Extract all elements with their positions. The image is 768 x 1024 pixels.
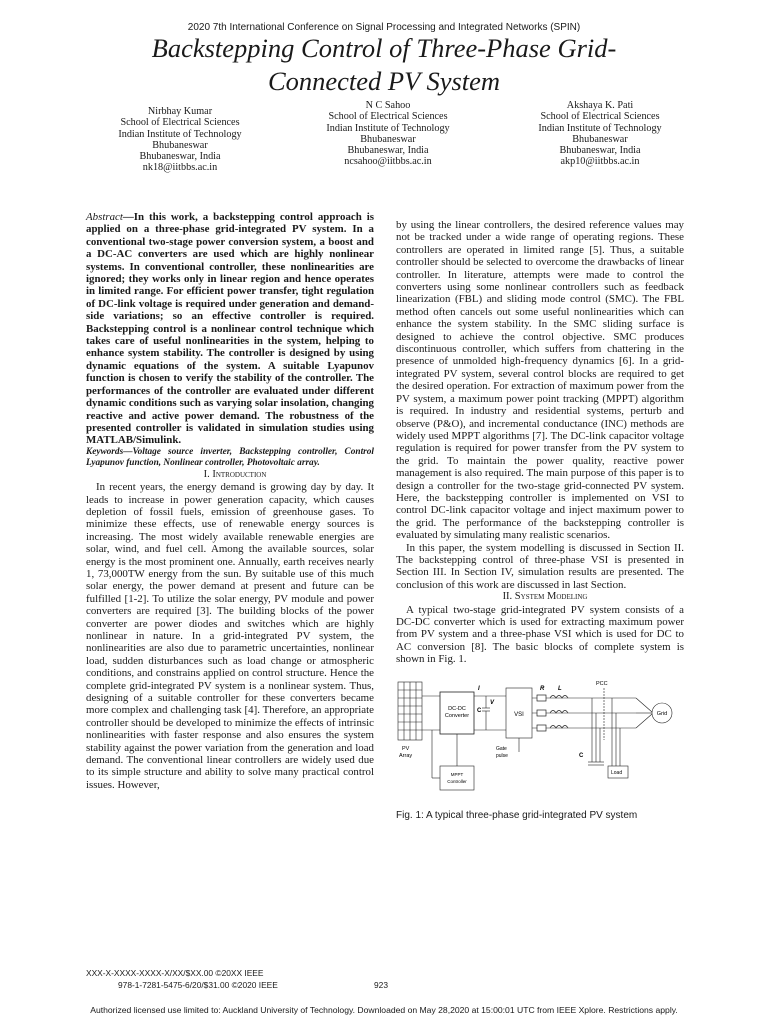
fig-mppt-label-2: Controller (447, 778, 467, 784)
author-1-city: Bhubaneswar (152, 139, 208, 151)
fig-mppt-label-1: MPPT (450, 771, 464, 777)
fig-c-label: C (477, 707, 482, 714)
author-3-inst: Indian Institute of Technology (538, 122, 662, 134)
author-3-city: Bhubaneswar (572, 133, 628, 145)
right-paragraph-1: by using the linear controllers, the desired reference values may not be tracked under a wide range of operating regions. These controllers are operated in limited range [5]. Thus, a suitable controller should be selected to overcome the drawbacks of linear controller. In literature, attempts were made to control the converters using some nonlinear controllers such as feedback linearization (FBL) and sliding mode control (SMC). The FBL method often cancels out some useful nonlinearities which can enhance the system stability. In the SMC sliding surface is designed to achieve the control objective. SMC produces discontinuous controller, which suffers from chattering in the presence of unmolded high-frequency dynamics [6]. In a grid-integrated PV system, several control blocks are required to get the desired operation. For extraction of maximum power from the PV system, a maximum power point tracking (MPPT) algorithm is required. In industry and residential systems, perturb and observe (P&O), and incremental conductance (INC) methods are widely used MPPT algorithms [7]. The DC-link capacitor voltage regulation is required for power transfer from the PV system to the grid. To maintain the power quality, reactive power management is also required. The main purpose of this paper is to design a controller for the two-stage grid-connected PV system. Here, the backstepping controller is implemented on VSI to control DC-link capacitor voltage and inject maximum power to the grid. The performance of the backstepping controller is evaluated by simulating many realistic scenarios. (396, 219, 684, 542)
introduction-paragraph: In recent years, the energy demand is growing day by day. It leads to increase in power generation capacity, which causes depletion of fossil fuels, emission of greenhouse gases. To minimize these effects, use of renewable energy sources is increasing. The most widely available renewable energies are solar, wind, and fuel cell. Among the available sources, solar energy is the most prominent one. Annually, earth receives nearly 1, 73,000TW energy from the sun. By suitable use of this much solar energy, the power demand at present and future can be fulfilled [1-2]. To utilize the solar energy, PV module and power converters are required [3]. The building blocks of the power converter are power diodes and switches which are highly nonlinear in nature. In a grid-integrated PV system, the nonlinearities are also due to parametric uncertainties, nonlinear load, sudden disturbances such as load change or atmospheric conditions, and constrains applied on control structure. Hence the complete grid-integrated PV system is a nonlinear system. Thus, designing of a suitable controller for these converters became more complex and challenging task [4]. Therefore, an appropriate controller should be developed to minimize the effects of intrinsic nonlinearities with faster response and also ensures the system stability against the power variation from the generation and load demand. The conventional linear controllers are widely used due to its simple structure and ability to solve many practical control issues. However, (86, 481, 374, 791)
fig-r-label: R (540, 685, 545, 692)
section-heading-system-modeling: II. System Modeling (502, 591, 588, 603)
title-line-1: Backstepping Control of Three-Phase Grid- (151, 33, 617, 63)
abstract-text: —In this work, a backstepping control approach is applied on a three-phase grid-integrated PV system. In a conventional two-stage power conversion system, a boost and a DC-AC converters are used which are highly nonlinear systems. In conventional controller, these nonlinearities are ignored; they works only in linear region and hence operates in limited range. For efficient power transfer, tight regulation of DC-link voltage is required under generation and demand-side variations; so an effective controller is required. Backstepping control is a nonlinear control technique which takes care of useful nonlinearities in the system, helping to enhance system stability. The controller is designed by using dynamic equations of the system. A suitable Lyapunov function is chosen to verify the stability of the controller. The performances of the controller are evaluated under different dynamic conditions such as varying solar insolation, changing reactive and active power demand. The robustness of the presented controller is validated in simulation studies using MATLAB/Simulink. (86, 211, 374, 447)
system-modeling-paragraph: A typical two-stage grid-integrated PV system consists of a DC-DC converter which is used for extracting maximum power from PV system and a three-phase VSI which is used for DC to AC conversion [8]. The basic blocks of complete system is shown in Fig. 1. (396, 603, 684, 666)
fig-l-label: L (558, 685, 562, 692)
page-number: 923 (374, 980, 388, 990)
fig-load-label: Load (611, 769, 623, 776)
author-3-dept: School of Electrical Sciences (540, 111, 660, 123)
inductor-icons (550, 695, 568, 728)
fig-gate-label-1: Gate (496, 745, 507, 752)
title-line-2: Connected PV System (267, 66, 501, 96)
fig-pv-label-2: Array (399, 752, 413, 759)
figure-1-diagram (396, 674, 684, 799)
author-1-name: Nirbhay Kumar (147, 106, 213, 117)
author-1-inst: Indian Institute of Technology (118, 128, 242, 140)
author-2-dept: School of Electrical Sciences (328, 111, 448, 123)
right-paragraph-2: In this paper, the system modelling is discussed in Section II. The backstepping control of three-phase VSI is presented in Section III. In Section IV, simulation results are presented. The conclusion of this work are discussed in last Section. (396, 541, 684, 591)
author-3 (500, 100, 700, 168)
author-2-inst: Indian Institute of Technology (326, 122, 450, 134)
footer-copyright-placeholder: XXX-X-XXXX-XXXX-X/XX/$XX.00 ©20XX IEEE (86, 968, 264, 978)
footer-copyright: 978-1-7281-5475-6/20/$31.00 ©2020 IEEE (118, 980, 278, 990)
author-2-country: Bhubaneswar, India (347, 145, 429, 157)
author-2-city: Bhubaneswar (360, 133, 416, 145)
keywords: Keywords—Voltage source inverter, Backstepping controller, Control Lyapunov function, Nonlinear controller, Photovoltaic array. (86, 446, 374, 468)
authorized-use-note: Authorized licensed use limited to: Auckland University of Technology. Downloaded on May 28,2020 at 15:00:01 UTC from IEEE Xplore. Restrictions apply. (90, 1005, 678, 1015)
author-1-email: nk18@iitbbs.ac.in (142, 162, 218, 174)
fig-gate-label-2: pulse (496, 752, 508, 759)
fig-dcdc-label-2: Converter (444, 712, 470, 719)
pv-array-icon (398, 682, 422, 740)
paper-title (60, 32, 708, 98)
author-2-name: N C Sahoo (365, 100, 411, 111)
abstract-label: Abstract (86, 211, 123, 223)
author-3-country: Bhubaneswar, India (559, 145, 641, 157)
author-1-dept: School of Electrical Sciences (120, 117, 240, 129)
author-1 (80, 106, 280, 174)
fig-pv-label-1: PV (402, 745, 410, 752)
section-heading-introduction: I. Introduction (203, 468, 267, 480)
fig-cf-label: C (579, 752, 584, 759)
fig-pcc-label: PCC (596, 680, 608, 687)
fig-v-label: V (490, 699, 495, 706)
abstract (86, 211, 374, 447)
author-3-name: Akshaya K. Pati (566, 100, 634, 111)
figure-1-caption: Fig. 1: A typical three-phase grid-integrated PV system (396, 810, 638, 822)
fig-dcdc-label-1: DC-DC (448, 705, 466, 712)
author-2 (288, 100, 488, 168)
fig-grid-label: Grid (656, 710, 668, 717)
fig-i-label: I (478, 685, 480, 692)
right-column (396, 219, 684, 822)
author-3-email: akp10@iitbbs.ac.in (560, 156, 640, 168)
fig-vsi-label: VSI (514, 711, 524, 718)
author-1-country: Bhubaneswar, India (139, 151, 221, 163)
left-column (86, 211, 374, 791)
author-2-email: ncsahoo@iitbbs.ac.in (344, 156, 432, 168)
resistor-icons (537, 695, 546, 731)
conference-header: 2020 7th International Conference on Signal Processing and Integrated Networks (SPIN) (187, 22, 581, 33)
